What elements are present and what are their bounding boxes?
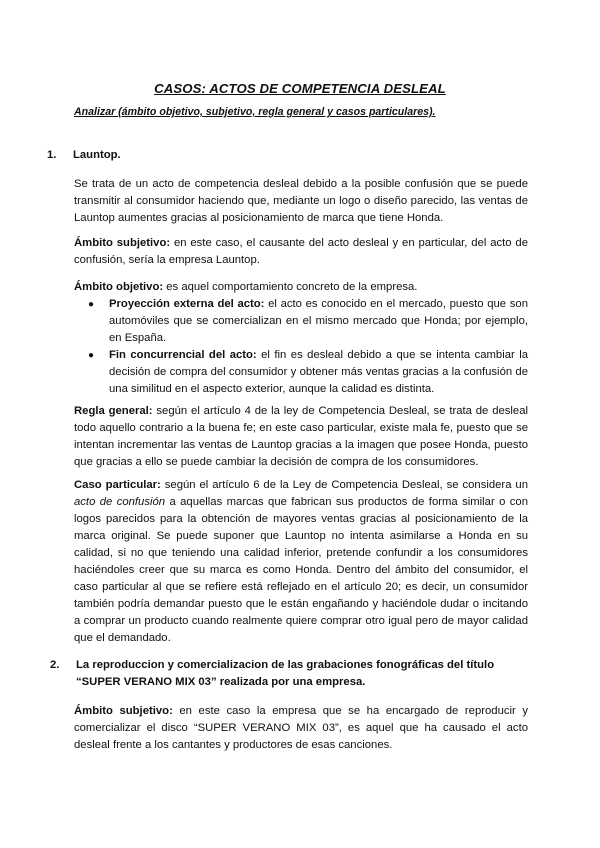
- section-1-heading: [47, 147, 121, 164]
- ambito-objetivo-label: Ámbito objetivo:: [74, 281, 164, 293]
- ambito-objetivo-list: [88, 296, 528, 398]
- section-1-title: Launtop.: [73, 149, 121, 161]
- ambito-objetivo-text: es aquel comportamiento concreto de la empresa.: [163, 281, 418, 293]
- section-1-intro: Se trata de un acto de competencia desleal debido a la posible confusión que se puede transmitir al consumidor haciendo que, mediante un logo o diseño parecido, las ventas de Launtop aumentes gracias al posicionamiento de marca que tiene Honda.: [74, 178, 528, 224]
- fin-concurrencial-label: Fin concurrencial del acto:: [109, 349, 257, 361]
- section-1-ambito-objetivo: [74, 279, 528, 296]
- regla-general-label: Regla general:: [74, 405, 153, 417]
- section-1-caso-particular: [74, 477, 528, 647]
- caso-particular-label: Caso particular:: [74, 479, 161, 491]
- caso-particular-italic: acto de confusión: [74, 496, 166, 508]
- ambito-subjetivo-label: Ámbito subjetivo:: [74, 237, 171, 249]
- regla-general-text: según el artículo 4 de la ley de Competencia Desleal, se trata de desleal todo aquello contrario a la buena fe; en este caso particular, existe mala fe, puesto que se intentan incrementar las ventas de Launtop gracias a la imagen que posee Honda, puesto que gracias a ello se puede cambiar la decisión de compra de los consumidores.: [74, 405, 528, 468]
- bullet-icon: ●: [88, 350, 95, 361]
- document-title: CASOS: ACTOS DE COMPETENCIA DESLEAL: [154, 81, 446, 96]
- document-subtitle: Analizar (ámbito objetivo, subjetivo, regla general y casos particulares).: [74, 106, 436, 118]
- caso-particular-text-b: a aquellas marcas que fabrican sus productos de forma similar o con logos parecidos para la obtención de mayores ventas gracias al posicionamiento de la marca original. Se puede suponer que Launtop no intenta asimilarse a Honda en su calidad, si no que teniendo una calidad inferior, pretende confundir a los consumidores haciéndoles creer que su marca es como Honda. Dentro del ámbito del consumidor, el caso particular al que se refiere está reflejado en el artículo 20; es decir, un consumidor también podría demandar puesto que le están engañando y haciéndole dudar o incitando a comprar un producto cuando realmente quiere comprar otro igual pero de mayor calidad que el demandado.: [74, 496, 528, 644]
- bullet-icon: ●: [88, 299, 95, 310]
- list-item-fin-concurrencial: [88, 347, 528, 398]
- list-item-proyeccion: [88, 296, 528, 347]
- section-1-ambito-subjetivo: [74, 235, 528, 269]
- section-1-number: 1.: [47, 149, 57, 161]
- s2-ambito-subjetivo-label: Ámbito subjetivo:: [74, 705, 173, 717]
- section-2-ambito-subjetivo: [74, 703, 528, 754]
- proyeccion-label: Proyección externa del acto:: [109, 298, 265, 310]
- ambito-subjetivo-text: en este caso, el causante del acto desleal y en particular, del acto de confusión, sería la empresa Launtop.: [74, 237, 528, 266]
- section-2-title-line2: “SUPER VERANO MIX 03” realizada por una empresa.: [76, 676, 366, 688]
- s2-ambito-subjetivo-text: en este caso la empresa que se ha encargado de reproducir y comercializar el disco “SUPER VERANO MIX 03”, es aquel que ha causado el acto desleal frente a los cantantes y productores de esas canciones.: [74, 705, 528, 751]
- section-2-title-line1: La reproduccion y comercializacion de las grabaciones fonográficas del título: [76, 659, 495, 671]
- proyeccion-text: el acto es conocido en el mercado, puesto que son automóviles que se comercializan en el mismo mercado que Honda; por ejemplo, en España.: [109, 298, 528, 344]
- section-2-number: 2.: [50, 659, 60, 671]
- caso-particular-text-a: según el artículo 6 de la Ley de Competencia Desleal, se considera un: [160, 479, 528, 491]
- fin-concurrencial-text: el fin es desleal debido a que se intenta cambiar la decisión de compra del consumidor y obtener más ventas gracias a la confusión de una similitud en el aspecto exterior, aunque la calidad es distinta.: [109, 349, 528, 395]
- section-1-regla-general: [74, 403, 528, 471]
- section-2-heading: [50, 657, 528, 691]
